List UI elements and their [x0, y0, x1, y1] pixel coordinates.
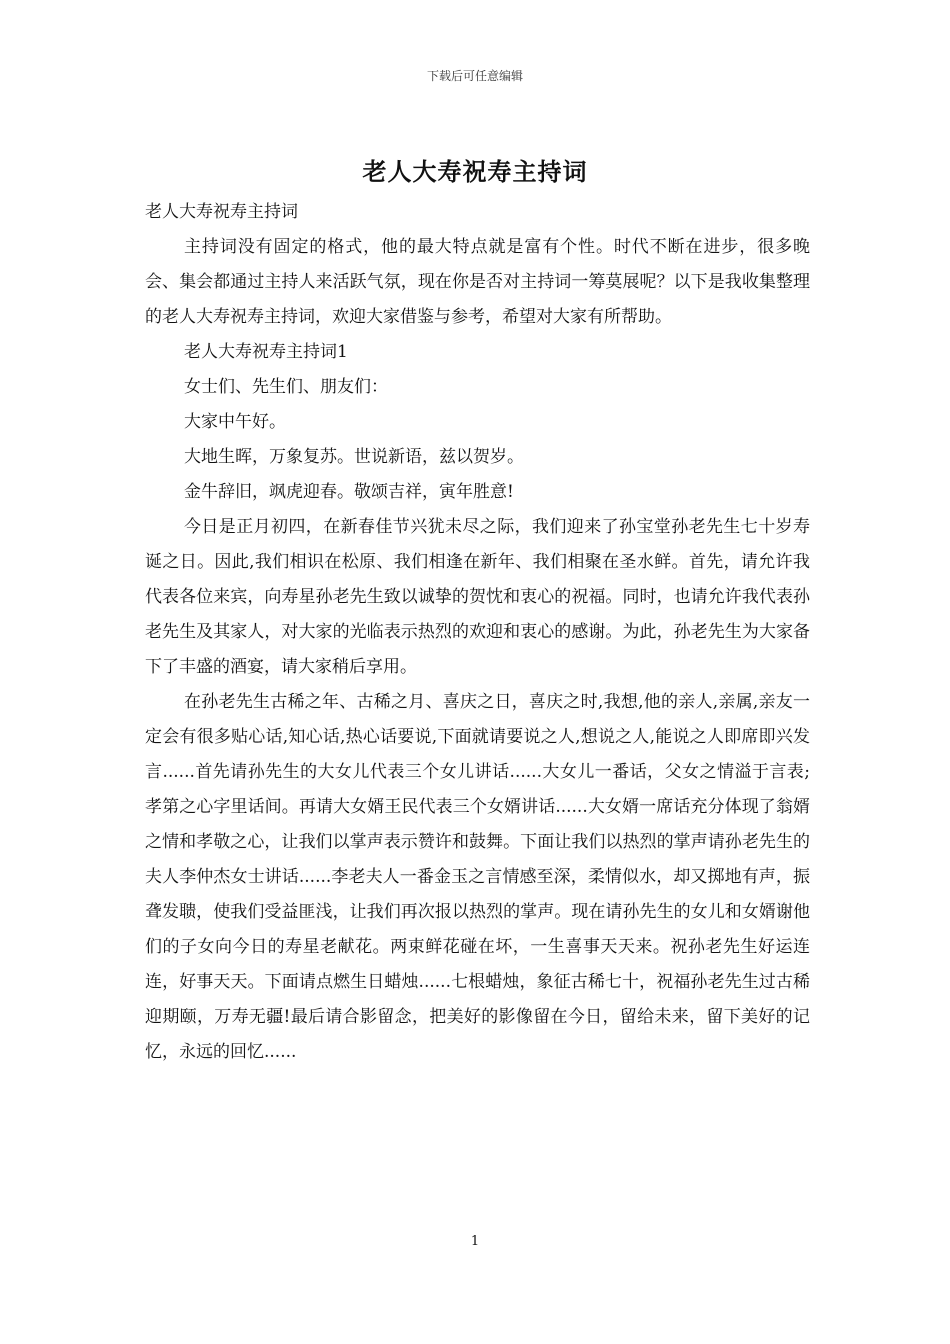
greeting-paragraph: 女士们、先生们、朋友们： — [184, 377, 388, 397]
document-title: 老人大寿祝寿主持词 — [362, 157, 588, 186]
subtitle-paragraph: 老人大寿祝寿主持词 — [145, 202, 298, 222]
document-body — [145, 195, 810, 1070]
page-number: 1 — [470, 1234, 480, 1249]
verse-paragraph: 大地生晖，万象复苏。世说新语，兹以贺岁。 — [184, 447, 524, 467]
page-header: 下载后可任意编辑 — [426, 69, 523, 83]
section-heading: 老人大寿祝寿主持词1 — [184, 342, 348, 362]
verse-paragraph: 金牛辞旧，飒虎迎春。敬颂吉祥，寅年胜意! — [184, 482, 514, 502]
body-paragraph: 在孙老先生古稀之年、古稀之月、喜庆之日，喜庆之时,我想,他的亲人,亲属,亲友一定会有很多贴心话,知心话,热心话要说,下面就请要说之人,想说之人,能说之人即席即兴发言......首先请孙先生的大女儿代表三个女儿讲话......大女儿一番话，父女之情溢于言表;孝第之心字里话间。再请大女婿王民代表三个女婿讲话......大女婿一席话充分体现了翁婿之情和孝敬之心，让我们以掌声表示赞许和鼓舞。下面让我们以热烈的掌声请孙老先生的夫人李仲杰女士讲话......李老夫人一番金玉之言情感至深，柔情似水，却又掷地有声，振聋发聩，使我们受益匪浅，让我们再次报以热烈的掌声。现在请孙先生的女儿和女婿谢他们的子女向今日的寿星老献花。两束鲜花碰在坏，一生喜事天天来。祝孙老先生好运连连，好事天天。下面请点燃生日蜡烛......七根蜡烛，象征古稀七十，祝福孙老先生过古稀迎期颐，万寿无疆!最后请合影留念，把美好的影像留在今日，留给未来，留下美好的记忆，永远的回忆...... — [145, 692, 810, 1062]
body-paragraph: 今日是正月初四，在新春佳节兴犹未尽之际，我们迎来了孙宝堂孙老先生七十岁寿诞之日。因此,我们相识在松原、我们相逢在新年、我们相聚在圣水鲜。首先，请允许我代表各位来宾，向寿星孙老先生致以诚挚的贺忱和衷心的祝福。同时，也请允许我代表孙老先生及其家人，对大家的光临表示热烈的欢迎和衷心的感谢。为此，孙老先生为大家备下了丰盛的酒宴，请大家稍后享用。 — [145, 517, 810, 677]
greeting-paragraph: 大家中午好。 — [184, 412, 286, 432]
intro-paragraph: 主持词没有固定的格式，他的最大特点就是富有个性。时代不断在进步，很多晚会、集会都通过主持人来活跃气氛，现在你是否对主持词一筹莫展呢？以下是我收集整理的老人大寿祝寿主持词，欢迎大家借鉴与参考，希望对大家有所帮助。 — [145, 237, 810, 327]
